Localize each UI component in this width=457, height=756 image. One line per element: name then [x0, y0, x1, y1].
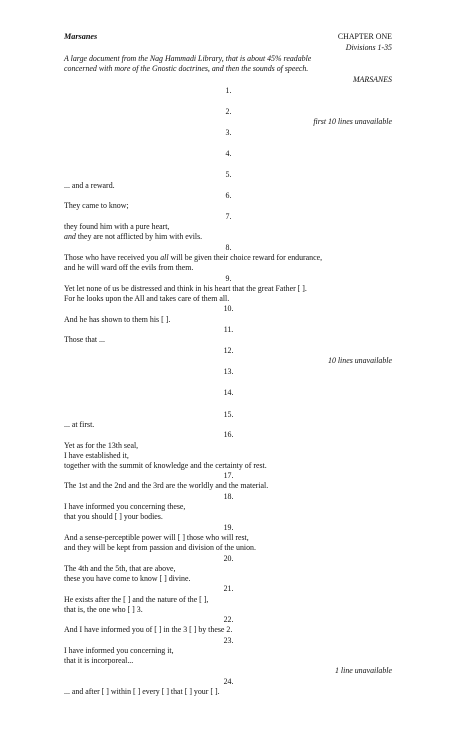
verse-number: 10. — [223, 304, 234, 314]
lacuna-note: first 10 lines unavailable — [313, 117, 392, 126]
verse-text-rest: will be given their choice reward for endurance, — [168, 253, 323, 262]
verse-text: ... and after [ ] within [ ] every [ ] that [ ] your [ ]. — [64, 687, 220, 697]
verse-number: 13. — [223, 367, 234, 377]
verse-text: I have established it, — [64, 450, 129, 460]
verse-text: that you should [ ] your bodies. — [64, 512, 163, 522]
verse-number: 2. — [225, 106, 232, 116]
document-title: MARSANES — [352, 75, 392, 84]
verse-number: 1. — [225, 85, 232, 95]
verse-text: Those that ... — [64, 335, 105, 345]
verse-number: 19. — [223, 522, 234, 532]
verse-text: For he looks upon the All and takes care of them all. — [64, 293, 230, 303]
verse-number: 9. — [225, 273, 232, 283]
verse-text — [64, 253, 322, 263]
verse-text: ... at first. — [64, 419, 95, 429]
emphasis-text: all — [160, 253, 169, 262]
verse-number: 16. — [223, 430, 234, 440]
verse-text — [64, 232, 202, 242]
verse-number: 7. — [225, 212, 232, 221]
verse-text: And he has shown to them his [ ]. — [64, 314, 171, 324]
verse-text: And I have informed you of [ ] in the 3 [ ] by these 2. — [64, 625, 233, 635]
lacuna-note: 1 line unavailable — [335, 666, 392, 676]
verse-text: these you have come to know [ ] divine. — [64, 573, 191, 583]
intro-line-2: concerned with more of the Gnostic doctrines, and then the sounds of speech. — [64, 64, 309, 73]
verse-number: 6. — [225, 191, 232, 201]
lacuna-note: 10 lines unavailable — [328, 356, 392, 366]
verse-text: and he will ward off the evils from them. — [64, 263, 194, 272]
chapter-heading: CHAPTER ONE — [337, 32, 392, 41]
verse-text: He exists after the [ ] and the nature of the [ ], — [64, 594, 209, 604]
verse-text: together with the summit of knowledge and the certainty of rest. — [64, 460, 267, 470]
verse-number: 21. — [223, 584, 234, 594]
verse-number: 24. — [223, 677, 234, 687]
verse-number: 20. — [223, 553, 234, 563]
emphasis-text: and — [64, 232, 76, 242]
verse-text: I have informed you concerning these, — [64, 502, 186, 512]
verse-text: that it is incorporeal... — [64, 656, 134, 666]
verse-number: 18. — [223, 492, 234, 501]
verse-number: 23. — [223, 636, 234, 645]
verse-text: And a sense-perceptible power will [ ] those who will rest, — [64, 533, 249, 542]
verse-number: 5. — [225, 170, 232, 180]
verse-number: 17. — [223, 471, 234, 481]
verse-text: ... and a reward. — [64, 180, 115, 190]
verse-text: Yet as for the 13th seal, — [64, 440, 139, 450]
verse-number: 14. — [223, 388, 234, 398]
verse-number: 22. — [223, 615, 234, 625]
verse-text: and they will be kept from passion and division of the union. — [64, 543, 256, 552]
verse-text-rest: they are not afflicted by him with evils. — [75, 232, 203, 242]
verse-text: Yet let none of us be distressed and think in his heart that the great Father [ ]. — [64, 283, 307, 293]
verse-number: 4. — [225, 149, 232, 159]
verse-text: they found him with a pure heart, — [64, 222, 170, 232]
verse-text: that is, the one who [ ] 3. — [64, 604, 143, 614]
verse-number: 15. — [223, 409, 234, 419]
verse-text: They came to know; — [64, 201, 129, 211]
verse-text-start: Those who have received you — [64, 253, 161, 262]
verse-text: The 1st and the 2nd and the 3rd are the worldly and the material. — [64, 481, 269, 491]
intro-line-1: A large document from the Nag Hammadi Library, that is about 45% readable — [64, 54, 312, 63]
verse-text: I have informed you concerning it, — [64, 646, 174, 656]
verse-number: 8. — [225, 242, 232, 252]
verse-number: 11. — [223, 325, 234, 335]
verse-number: 12. — [223, 346, 234, 355]
document-short-title: Marsanes — [64, 32, 98, 41]
divisions-range: Divisions 1-35 — [345, 43, 392, 52]
verse-text: The 4th and the 5th, that are above, — [64, 563, 176, 573]
verse-number: 3. — [225, 128, 232, 137]
